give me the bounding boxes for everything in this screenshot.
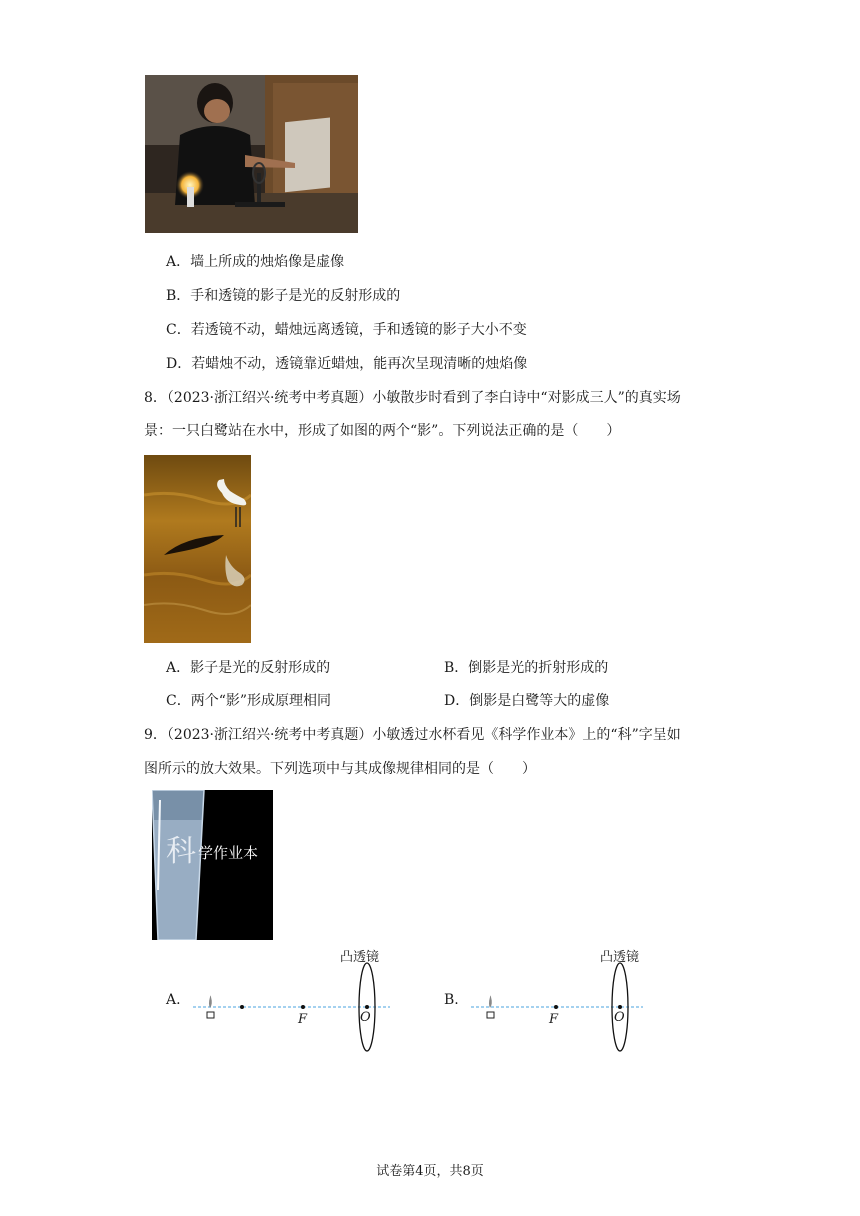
candle-lens-photo <box>145 75 358 233</box>
book-title-text: 学作业本 <box>198 844 259 862</box>
diagram-b-center-label: O <box>614 1010 625 1025</box>
diagram-b-lens-label: 凸透镜 <box>600 950 640 965</box>
diagram-a <box>160 942 400 1054</box>
q8-stem-line1: 8．（2023·浙江绍兴·统考中考真题）小敏散步时看到了李白诗中“对影成三人”的真实场 <box>144 390 681 406</box>
diagram-b-option-label: B. <box>444 992 459 1008</box>
diagram-a-center-label: O <box>360 1010 371 1025</box>
q7-option-c: C．若透镜不动，蜡烛远离透镜，手和透镜的影子大小不变 <box>166 322 527 338</box>
q9-stem-line1: 9．（2023·浙江绍兴·统考中考真题）小敏透过水杯看见《科学作业本》上的“科”字呈如 <box>144 727 681 743</box>
q8-option-c: C．两个“影”形成原理相同 <box>166 693 332 709</box>
q8-option-a: A．影子是光的反射形成的 <box>166 660 331 676</box>
q8-stem-line2: 景：一只白鹭站在水中，形成了如图的两个“影”。下列说法正确的是（ ） <box>144 423 621 439</box>
q8-option-b: B．倒影是光的折射形成的 <box>444 660 609 676</box>
diagram-a-lens-label: 凸透镜 <box>340 950 380 965</box>
q9-stem-line2: 图所示的放大效果。下列选项中与其成像规律相同的是（ ） <box>144 761 536 777</box>
diagram-a-option-label: A. <box>166 992 181 1008</box>
egret-photo <box>144 455 251 643</box>
page-footer: 试卷第4页，共8页 <box>376 1164 484 1179</box>
diagram-b-focus-label: F <box>549 1012 559 1027</box>
q7-option-a: A．墙上所成的烛焰像是虚像 <box>166 254 345 270</box>
diagram-a-focus-label: F <box>298 1012 308 1027</box>
q8-option-d: D．倒影是白鹭等大的虚像 <box>444 693 610 709</box>
diagram-b-svg <box>438 942 678 1054</box>
magnified-char: 科 <box>166 834 196 869</box>
water-glass-photo <box>152 790 273 940</box>
diagram-a-svg <box>160 942 400 1054</box>
q7-option-b: B．手和透镜的影子是光的反射形成的 <box>166 288 401 304</box>
q7-option-d: D．若蜡烛不动，透镜靠近蜡烛，能再次呈现清晰的烛焰像 <box>166 356 528 372</box>
diagram-b <box>438 942 678 1054</box>
